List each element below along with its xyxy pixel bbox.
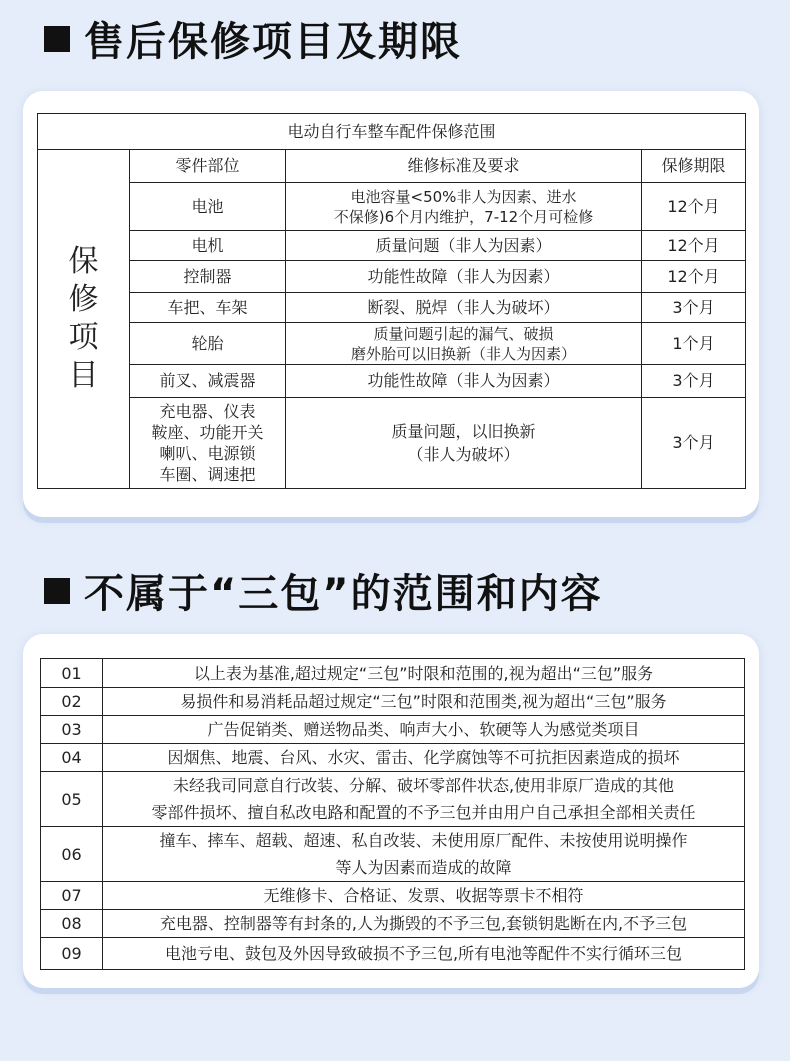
table-row bbox=[41, 882, 745, 910]
period-cell: 12个月 bbox=[642, 261, 746, 293]
table-row bbox=[41, 910, 745, 938]
header-part: 零件部位 bbox=[130, 150, 286, 183]
row-text: 易损件和易消耗品超过规定“三包”时限和范围类,视为超出“三包”服务 bbox=[103, 688, 745, 716]
row-text: 广告促销类、赠送物品类、响声大小、软硬等人为感觉类项目 bbox=[103, 716, 745, 744]
table-row bbox=[41, 716, 745, 744]
row-number: 05 bbox=[41, 772, 103, 827]
table-row bbox=[38, 183, 746, 231]
table-row bbox=[41, 772, 745, 827]
table-row bbox=[38, 365, 746, 398]
part-cell: 车把、车架 bbox=[130, 293, 286, 323]
standard-line: 电池容量<50%非人为因素、进水 bbox=[350, 187, 577, 206]
title-bullet-square bbox=[44, 26, 70, 52]
row-text bbox=[103, 772, 745, 827]
part-cell bbox=[130, 398, 286, 489]
row-number: 09 bbox=[41, 938, 103, 970]
part-line: 喇叭、电源锁 bbox=[159, 444, 256, 463]
part-cell: 轮胎 bbox=[130, 323, 286, 365]
row-text-line: 未经我司同意自行改装、分解、破坏零部件状态,使用非原厂造成的其他 bbox=[172, 776, 675, 795]
row-text: 因烟焦、地震、台风、水灾、雷击、化学腐蚀等不可抗拒因素造成的损坏 bbox=[103, 744, 745, 772]
table-row bbox=[38, 293, 746, 323]
exclusions-card bbox=[23, 634, 759, 988]
table-row bbox=[41, 659, 745, 688]
row-text: 无维修卡、合格证、发票、收据等票卡不相符 bbox=[103, 882, 745, 910]
title-bullet-square bbox=[44, 578, 70, 604]
standard-cell bbox=[286, 323, 642, 365]
period-cell: 3个月 bbox=[642, 398, 746, 489]
standard-cell: 质量问题（非人为因素） bbox=[286, 231, 642, 261]
section-title-warranty bbox=[44, 10, 462, 67]
row-number: 07 bbox=[41, 882, 103, 910]
standard-line: （非人为破坏） bbox=[407, 445, 520, 464]
period-cell: 3个月 bbox=[642, 293, 746, 323]
part-line: 车圈、调速把 bbox=[159, 465, 256, 484]
standard-cell bbox=[286, 398, 642, 489]
table-row bbox=[38, 261, 746, 293]
section-title-text: 不属于“三包”的范围和内容 bbox=[84, 571, 603, 617]
standard-line: 磨外胎可以旧换新（非人为因素） bbox=[350, 344, 576, 363]
row-number: 04 bbox=[41, 744, 103, 772]
table-row bbox=[41, 827, 745, 882]
row-number: 02 bbox=[41, 688, 103, 716]
row-number: 06 bbox=[41, 827, 103, 882]
row-text bbox=[103, 827, 745, 882]
part-cell: 控制器 bbox=[130, 261, 286, 293]
part-line: 鞍座、功能开关 bbox=[151, 423, 264, 442]
period-cell: 12个月 bbox=[642, 183, 746, 231]
header-period: 保修期限 bbox=[642, 150, 746, 183]
row-number: 03 bbox=[41, 716, 103, 744]
standard-cell bbox=[286, 183, 642, 231]
standard-line: 不保修)6个月内维护，7-12个月可检修 bbox=[333, 207, 594, 226]
row-text-line: 等人为因素而造成的故障 bbox=[335, 858, 512, 877]
period-cell: 12个月 bbox=[642, 231, 746, 261]
table-row bbox=[38, 398, 746, 489]
table-row bbox=[41, 688, 745, 716]
standard-line: 质量问题，以旧换新 bbox=[391, 422, 536, 441]
section-title-exclusions bbox=[44, 562, 603, 619]
row-number: 01 bbox=[41, 659, 103, 688]
section-title-text: 售后保修项目及期限 bbox=[84, 19, 462, 65]
standard-cell: 功能性故障（非人为因素） bbox=[286, 261, 642, 293]
row-text: 以上表为基准,超过规定“三包”时限和范围的,视为超出“三包”服务 bbox=[103, 659, 745, 688]
warranty-side-label-cell bbox=[38, 150, 130, 489]
table-row bbox=[41, 744, 745, 772]
part-line: 充电器、仪表 bbox=[159, 402, 256, 421]
standard-line: 质量问题引起的漏气、破损 bbox=[373, 324, 554, 343]
row-number: 08 bbox=[41, 910, 103, 938]
table-row bbox=[38, 323, 746, 365]
exclusions-table bbox=[40, 658, 745, 970]
standard-cell: 断裂、脱焊（非人为破坏） bbox=[286, 293, 642, 323]
row-text: 充电器、控制器等有封条的,人为撕毁的不予三包,套锁钥匙断在内,不予三包 bbox=[103, 910, 745, 938]
period-cell: 3个月 bbox=[642, 365, 746, 398]
warranty-side-label: 保修项目 bbox=[68, 244, 99, 393]
period-cell: 1个月 bbox=[642, 323, 746, 365]
part-cell: 电机 bbox=[130, 231, 286, 261]
standard-cell: 功能性故障（非人为因素） bbox=[286, 365, 642, 398]
table-row bbox=[38, 231, 746, 261]
header-standard: 维修标准及要求 bbox=[286, 150, 642, 183]
warranty-table-title: 电动自行车整车配件保修范围 bbox=[38, 114, 746, 150]
row-text: 电池亏电、鼓包及外因导致破损不予三包,所有电池等配件不实行循环三包 bbox=[103, 938, 745, 970]
warranty-card bbox=[23, 91, 759, 517]
table-row bbox=[41, 938, 745, 970]
row-text-line: 零部件损坏、擅自私改电路和配置的不予三包并由用户自己承担全部相关责任 bbox=[151, 803, 696, 822]
row-text-line: 撞车、摔车、超载、超速、私自改装、未使用原厂配件、未按使用说明操作 bbox=[159, 831, 688, 850]
part-cell: 电池 bbox=[130, 183, 286, 231]
warranty-table bbox=[37, 113, 746, 489]
part-cell: 前叉、减震器 bbox=[130, 365, 286, 398]
